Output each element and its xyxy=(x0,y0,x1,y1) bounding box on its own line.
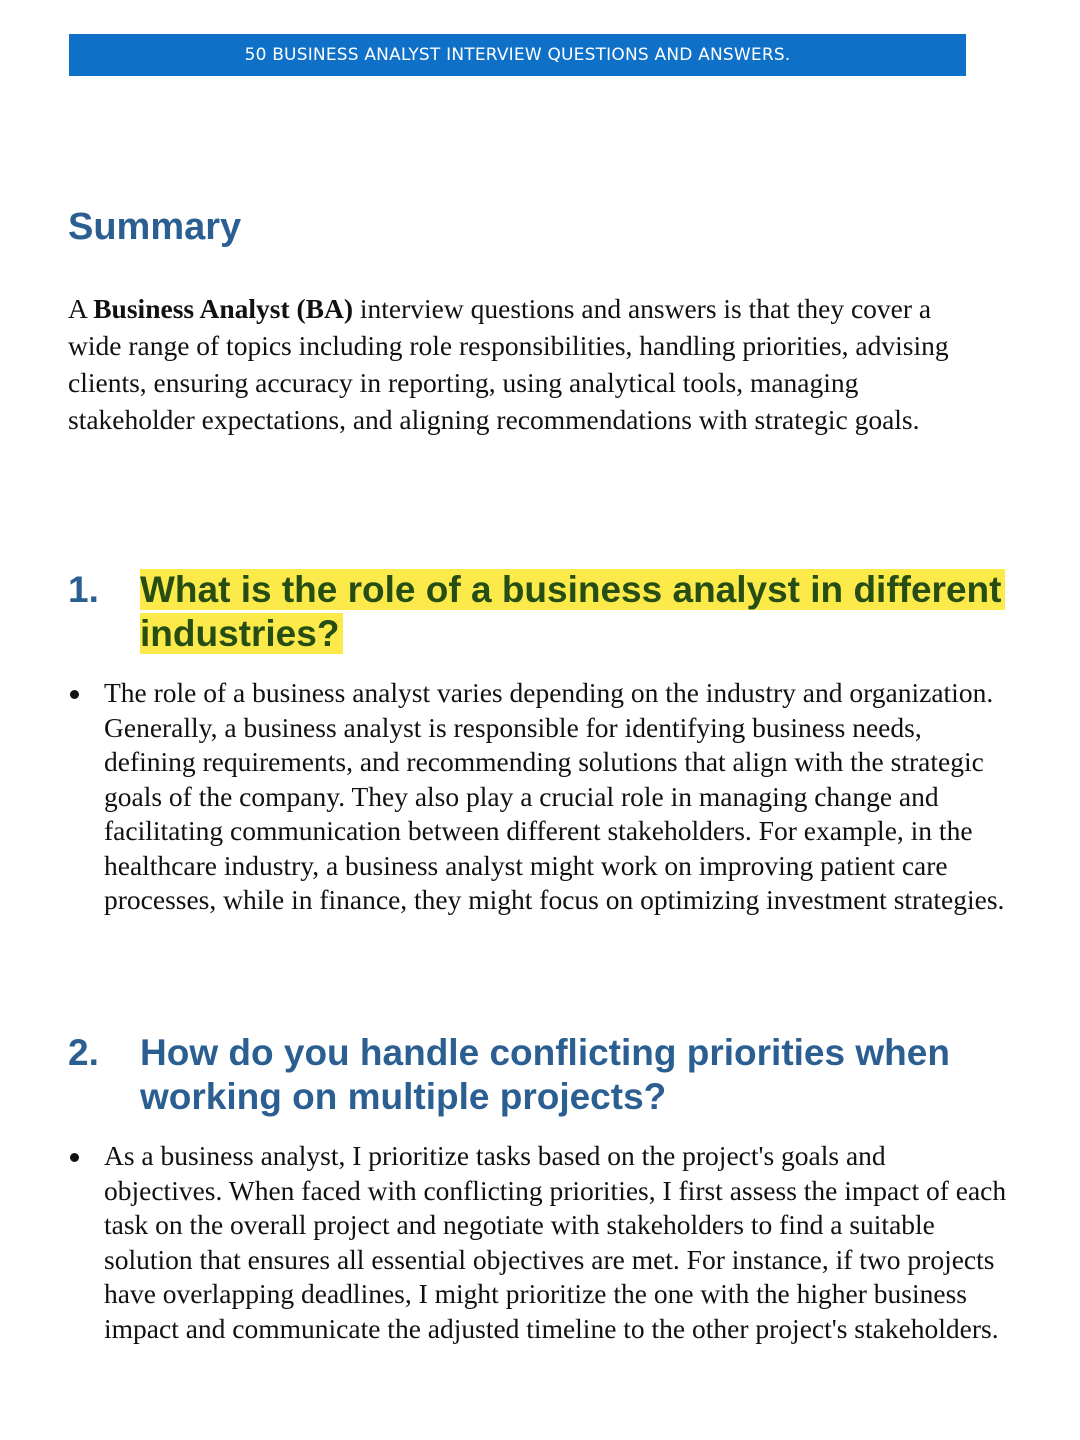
bullet-icon xyxy=(70,690,79,699)
question-title-2: How do you handle conflicting priorities when working on multiple projects? xyxy=(140,1032,950,1117)
summary-paragraph xyxy=(68,290,988,438)
question-block-1 xyxy=(68,568,1008,918)
header-banner xyxy=(69,34,966,76)
summary-bold-term: Business Analyst (BA) xyxy=(93,293,354,324)
answer-bullet-1 xyxy=(68,676,1008,918)
question-number-2: 2. xyxy=(68,1032,99,1073)
question-title-1: What is the role of a business analyst in different industries? xyxy=(140,569,1005,654)
question-heading-2 xyxy=(68,1031,1008,1119)
summary-body: interview questions and answers is that they cover a wide range of topics including role responsibilities, handling priorities, advising clients, ensuring accuracy in reporting, using analytical tools, managing stakeholder expectations, and aligning recommendations with strategic goals. xyxy=(68,293,949,435)
question-heading-1 xyxy=(68,568,1008,656)
answer-bullet-2 xyxy=(68,1139,1008,1346)
summary-heading: Summary xyxy=(68,206,242,248)
bullet-icon xyxy=(70,1153,79,1162)
answer-text-2: As a business analyst, I prioritize tasks based on the project's goals and objectives. When faced with conflicting priorities, I first assess the impact of each task on the overall project and negotiate with stakeholders to find a suitable solution that ensures all essential objectives are met. For instance, if two projects have overlapping deadlines, I might prioritize the one with the higher business impact and communicate the adjusted timeline to the other project's stakeholders. xyxy=(104,1140,1007,1344)
question-number-1: 1. xyxy=(68,569,99,610)
banner-title: 50 BUSINESS ANALYST INTERVIEW QUESTIONS AND ANSWERS. xyxy=(244,45,791,65)
summary-lead: A xyxy=(68,293,94,324)
answer-text-1: The role of a business analyst varies depending on the industry and organization. Generally, a business analyst is responsible for identifying business needs, defining requirements, and recommending solutions that align with the strategic goals of the company. They also play a crucial role in managing change and facilitating communication between different stakeholders. For example, in the healthcare industry, a business analyst might work on improving patient care processes, while in finance, they might focus on optimizing investment strategies. xyxy=(104,677,1005,915)
question-block-2 xyxy=(68,1031,1008,1346)
